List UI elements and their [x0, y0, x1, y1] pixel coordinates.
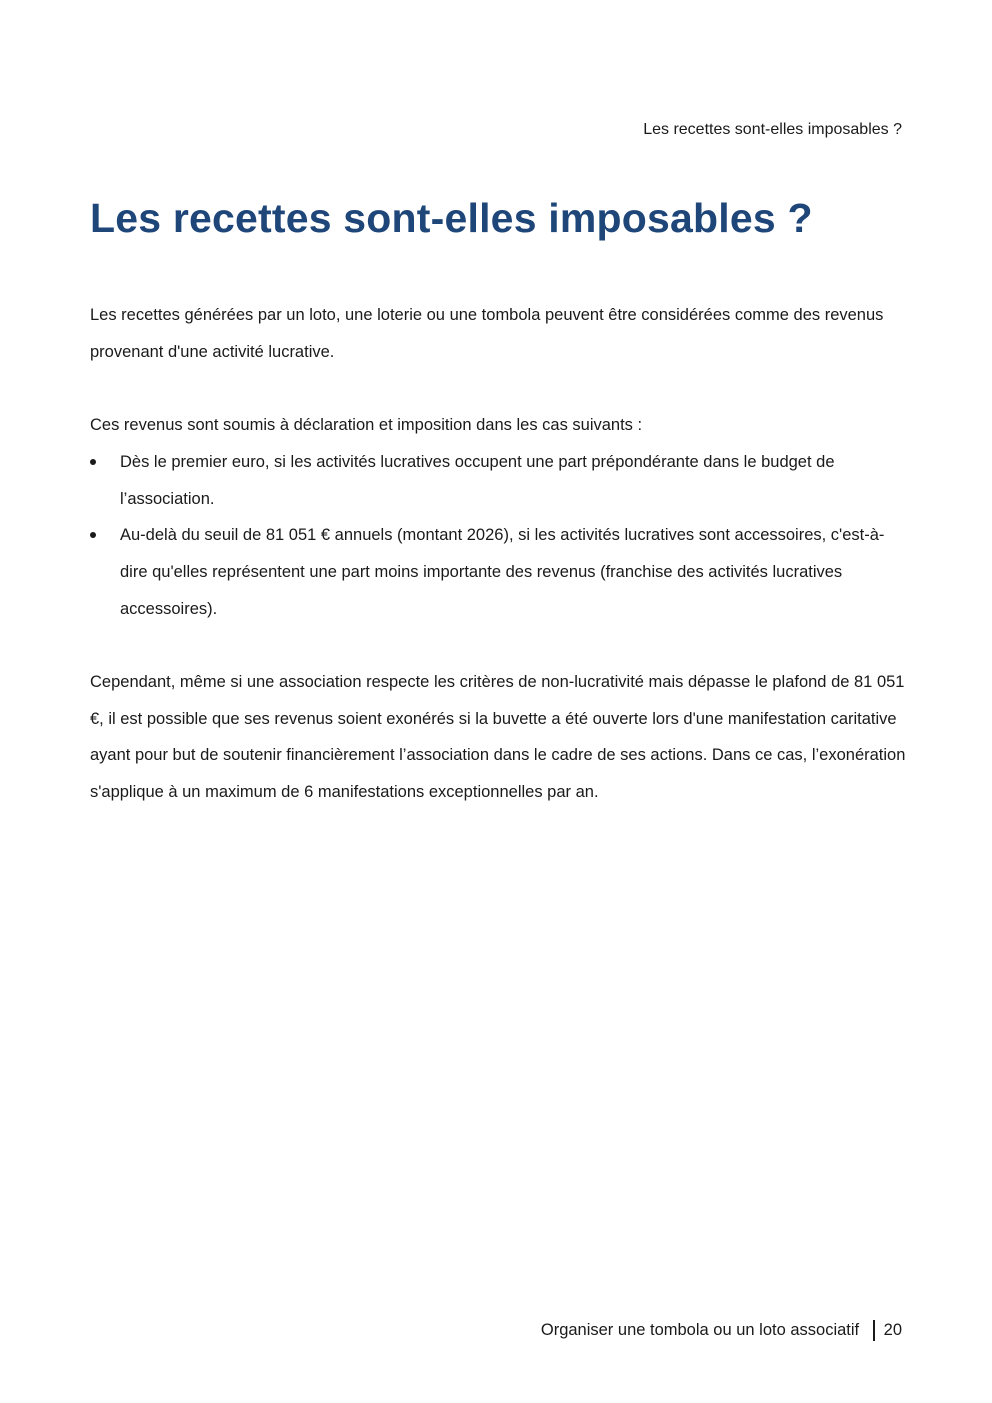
- page-title: Les recettes sont-elles imposables ?: [90, 195, 813, 241]
- list-item-text: Au-delà du seuil de 81 051 € annuels (montant 2026), si les activités lucratives sont accessoires, c'est-à-dire qu'elles représentent une part moins importante des revenus (franchise des activités lucratives accessoires).: [120, 526, 885, 618]
- page-number: 20: [883, 1321, 902, 1339]
- list-item-text: Dès le premier euro, si les activités lucratives occupent une part prépondérante dans le budget de l’association.: [120, 452, 835, 508]
- paragraph-spacer: [90, 370, 906, 407]
- page-footer: [541, 1318, 902, 1342]
- conditions-list: [90, 444, 906, 628]
- running-header: Les recettes sont-elles imposables ?: [643, 121, 902, 138]
- paragraph-spacer: [90, 627, 906, 664]
- exemption-paragraph: Cependant, même si une association respecte les critères de non-lucrativité mais dépasse le plafond de 81 051 €, il est possible que ses revenus soient exonérés si la buvette a été ouverte lors d'une manifestation caritative ayant pour but de soutenir financièrement l’association dans le cadre de ses actions. Dans ce cas, l’exonération s'applique à un maximum de 6 manifestations exceptionnelles par an.: [90, 673, 906, 802]
- bullet-icon: [90, 459, 96, 465]
- footer-document-title: Organiser une tombola ou un loto associatif: [540, 1321, 860, 1339]
- list-item: [90, 444, 906, 517]
- conditions-intro-paragraph: Ces revenus sont soumis à déclaration et imposition dans les cas suivants :: [90, 416, 643, 435]
- list-item: [90, 517, 906, 627]
- intro-paragraph: Les recettes générées par un loto, une loterie ou une tombola peuvent être considérées comme des revenus provenant d'une activité lucrative.: [90, 306, 884, 361]
- main-content: [90, 297, 906, 811]
- footer-divider: [873, 1320, 875, 1341]
- bullet-icon: [90, 532, 96, 538]
